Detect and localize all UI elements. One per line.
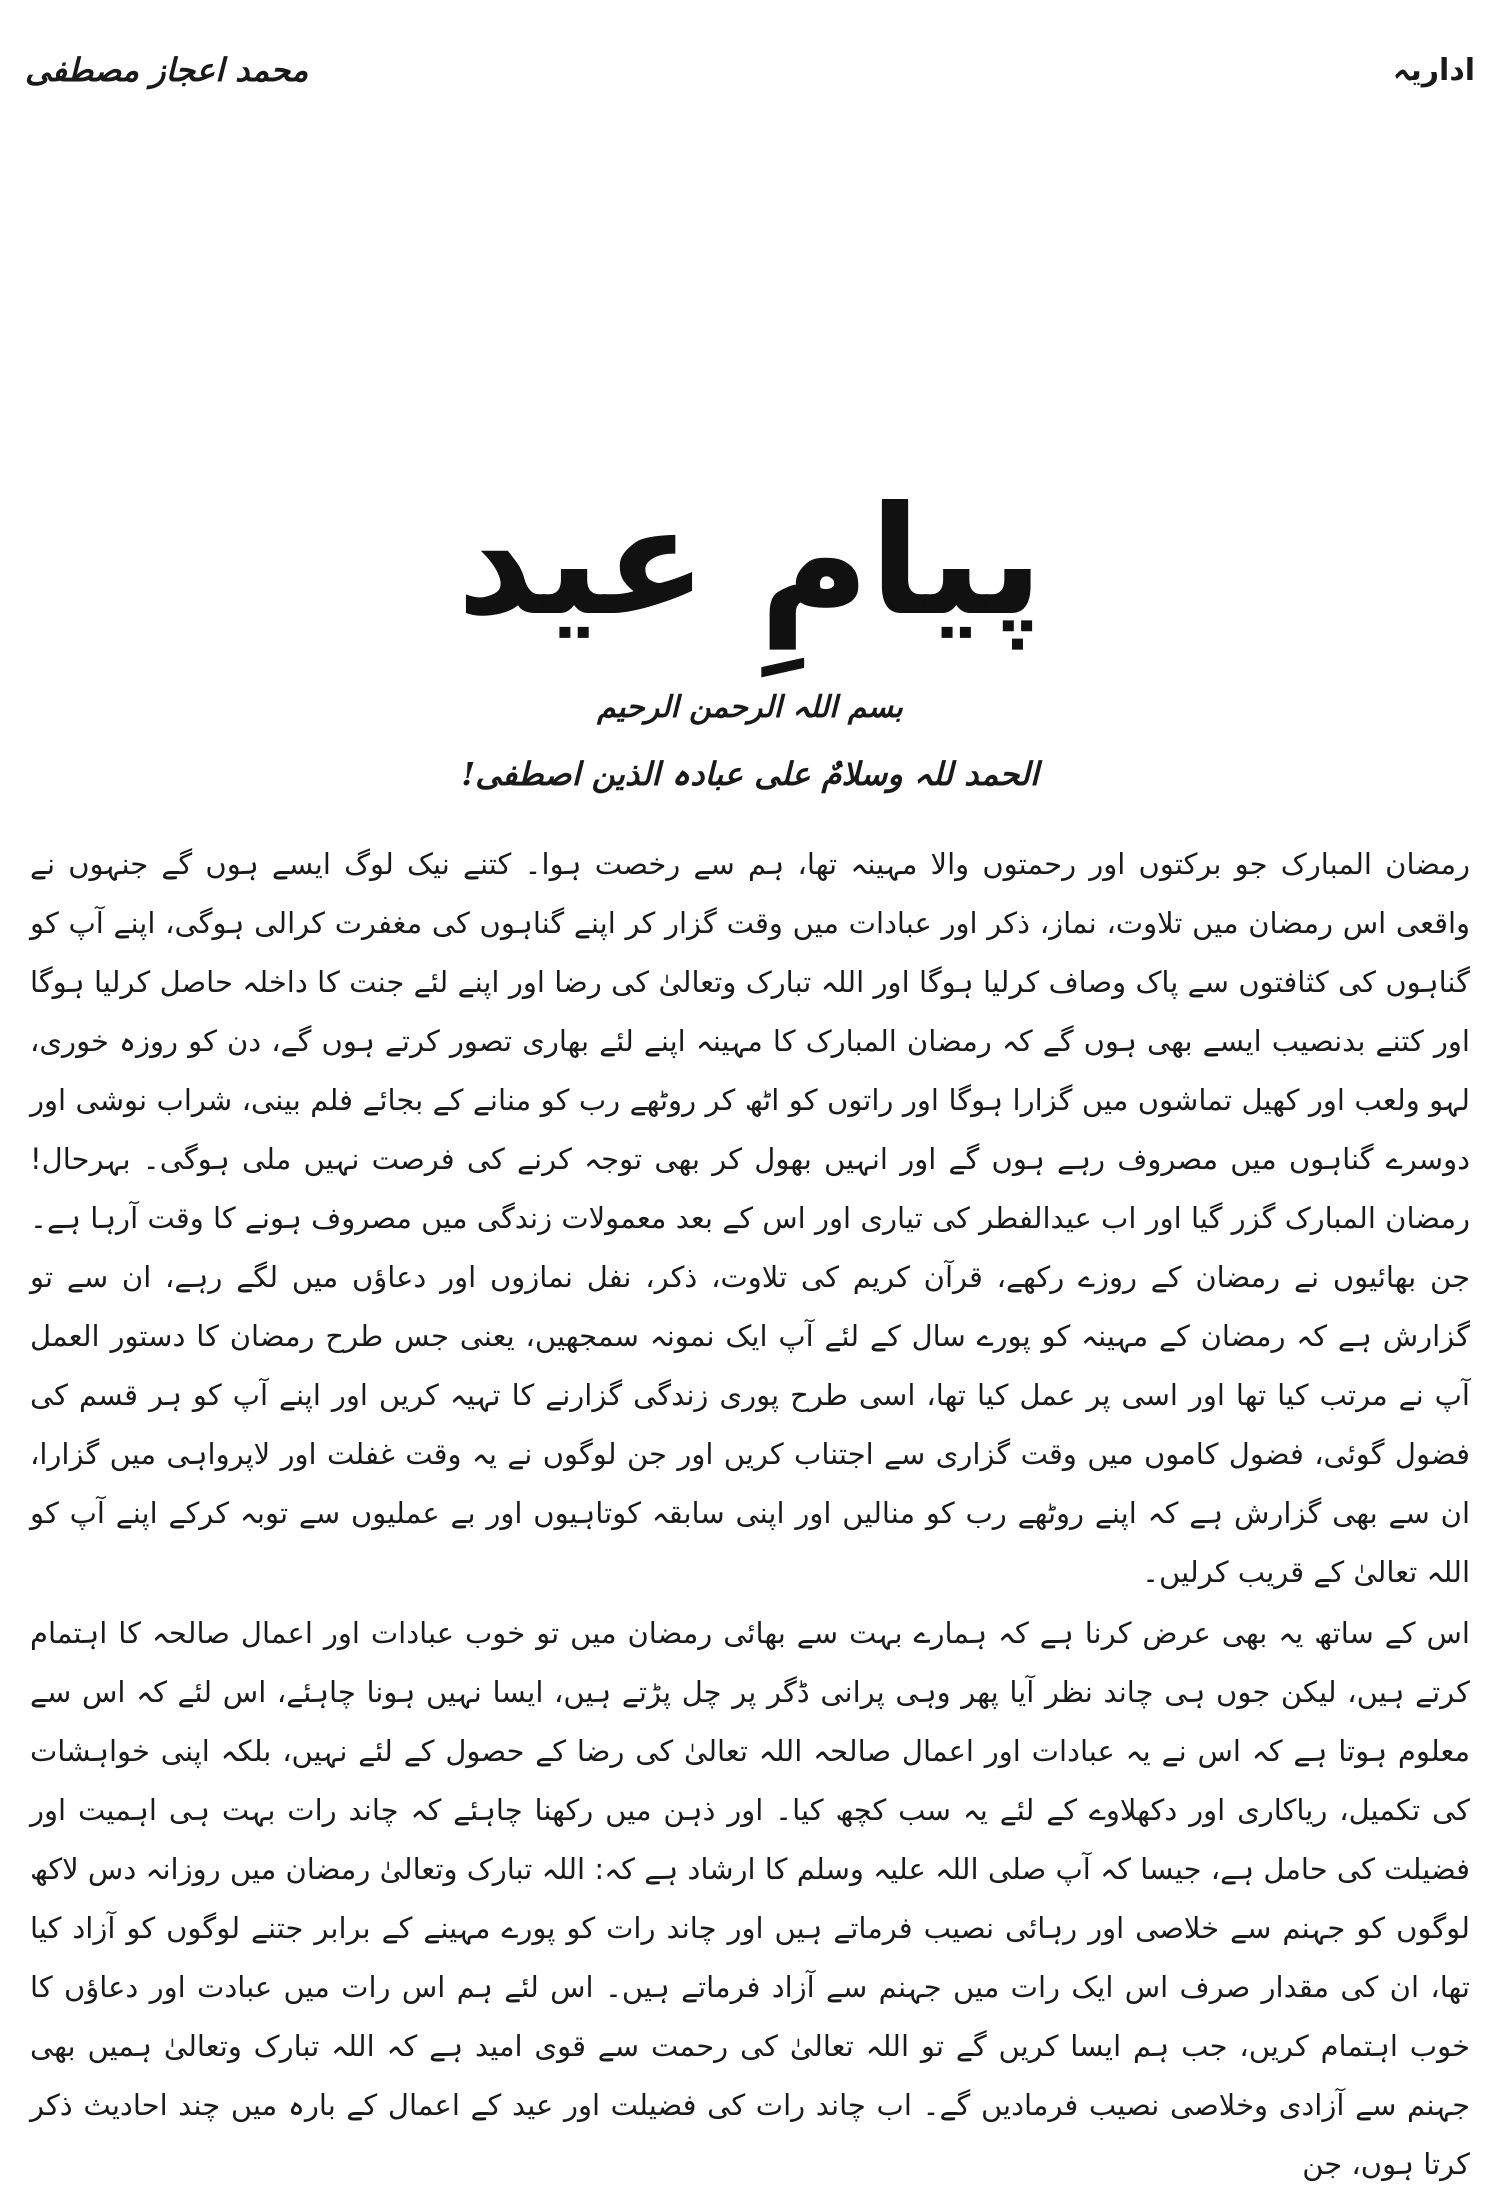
paragraph-1: رمضان المبارک جو برکتوں اور رحمتوں والا مہینہ تھا، ہم سے رخصت ہوا۔ کتنے نیک لوگ ایسے ہوں گے جنہوں نے واقعی اس رمضان میں تلاوت، نماز، ذکر اور عبادات میں وقت گزار کر اپنے گناہوں کی مغفرت کرالی ہوگی، اپنے آپ کو گناہوں کی کثافتوں سے پاک وصاف کرلیا ہوگا اور اللہ تبارک وتعالیٰ کی رضا اور اپنے لئے جنت کا داخلہ حاصل کرلیا ہوگا اور کتنے بدنصیب ایسے بھی ہوں گے کہ رمضان المبارک کا مہینہ اپنے لئے بھاری تصور کرتے ہوں گے، دن کو روزہ خوری، لہو ولعب اور کھیل تماشوں میں گزارا ہوگا اور راتوں کو اٹھ کر روٹھے رب کو منانے کے بجائے فلم بینی، شراب نوشی اور دوسرے گناہوں میں مصروف رہے ہوں گے اور انہیں بھول کر بھی توجہ کرنے کی فرصت نہیں ملی ہوگی۔ بہرحال! رمضان المبارک گزر گیا اور اب عیدالفطر کی تیاری اور اس کے بعد معمولات زندگی میں مصروف ہونے کا وقت آرہا ہے۔ جن بھائیوں نے رمضان کے روزے رکھے، قرآن کریم کی تلاوت، ذکر، نفل نمازوں اور دعاؤں میں لگے رہے، ان سے تو گزارش ہے کہ رمضان کے مہینہ کو پورے سال کے لئے آپ ایک نمونہ سمجھیں، یعنی جس طرح رمضان کا دستور العمل آپ نے مرتب کیا تھا اور اسی پر عمل کیا تھا، اسی طرح پوری زندگی گزارنے کا تہیہ کریں اور اپنے آپ کو ہر قسم کی فضول گوئی، فضول کاموں میں وقت گزاری سے اجتناب کریں اور جن لوگوں نے یہ وقت غفلت اور لاپرواہی میں گزارا، ان سے بھی گزارش ہے کہ اپنے روٹھے رب کو منالیں اور اپنی سابقہ کوتاہیوں اور بے عملیوں سے توبہ کرکے اپنے آپ کو اللہ تعالیٰ کے قریب کرلیں۔: [30, 847, 1470, 1589]
author-name: محمد اعجاز مصطفی: [25, 51, 309, 89]
running-header: [25, 40, 1475, 100]
section-label: اداریہ: [1392, 52, 1475, 88]
basmala: بسم اللہ الرحمن الرحیم: [597, 690, 903, 725]
article-title: پیامِ عید: [456, 475, 1044, 649]
paragraph-2: اس کے ساتھ یہ بھی عرض کرنا ہے کہ ہمارے بہت سے بھائی رمضان میں تو خوب عبادات اور اعمال صالحہ کا اہتمام کرتے ہیں، لیکن جوں ہی چاند نظر آیا پھر وہی پرانی ڈگر پر چل پڑتے ہیں، ایسا نہیں ہونا چاہئے، اس لئے کہ اس سے معلوم ہوتا ہے کہ اس نے یہ عبادات اور اعمال صالحہ اللہ تعالیٰ کی رضا کے حصول کے لئے نہیں، بلکہ اپنی خواہشات کی تکمیل، ریاکاری اور دکھلاوے کے لئے یہ سب کچھ کیا۔ اور ذہن میں رکھنا چاہئے کہ چاند رات بہت ہی اہمیت اور فضیلت کی حامل ہے، جیسا کہ آپ صلی اللہ علیہ وسلم کا ارشاد ہے کہ: اللہ تبارک وتعالیٰ رمضان میں روزانہ دس لاکھ لوگوں کو جہنم سے خلاصی اور رہائی نصیب فرماتے ہیں اور چاند رات کو پورے مہینے کے برابر جتنے لوگوں کو آزاد کیا تھا، ان کی مقدار صرف اس ایک رات میں جہنم سے آزاد فرماتے ہیں۔ اس لئے ہم اس رات میں عبادت اور دعاؤں کا خوب اہتمام کریں، جب ہم ایسا کریں گے تو اللہ تعالیٰ کی رحمت سے قوی امید ہے کہ اللہ تبارک وتعالیٰ ہمیں بھی جہنم سے آزادی وخلاصی نصیب فرمادیں گے۔ اب چاند رات کی فضیلت اور عید کے اعمال کے بارہ میں چند احادیث ذکر کرتا ہوں، جن: [30, 1616, 1470, 2181]
hamd-line: الحمد للہ وسلامٌ علی عبادہ الذین اصطفی!: [461, 755, 1039, 793]
article-body: [30, 835, 1470, 2194]
